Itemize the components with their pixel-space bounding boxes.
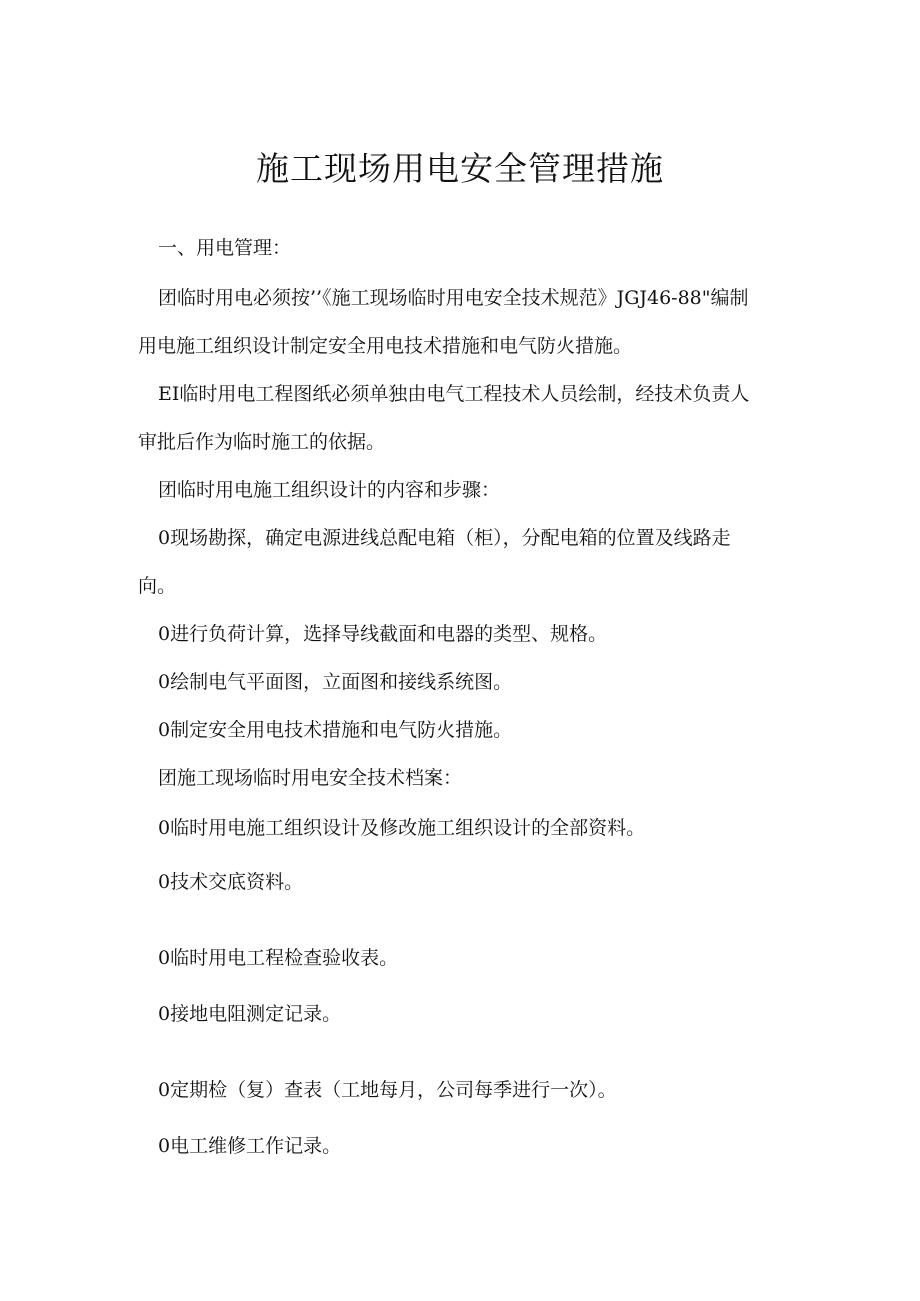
list-item: 0定期检（复）查表（工地每月，公司每季进行一次）。	[158, 1079, 617, 1101]
list-item-continuation: 向。	[138, 575, 177, 597]
list-item: 0接地电阻测定记录。	[158, 1003, 342, 1025]
list-item: 0进行负荷计算，选择导线截面和电器的类型、规格。	[158, 623, 608, 645]
paragraph-line: EI临时用电工程图纸必须单独由电气工程技术人员绘制，经技术负责人	[158, 383, 750, 405]
paragraph-line: 团临时用电必须按’’《施工现场临时用电安全技术规范》JGJ46-88"编制	[158, 287, 749, 309]
paragraph-line: 审批后作为临时施工的依据。	[138, 431, 386, 453]
paragraph-line: 用电施工组织设计制定安全用电技术措施和电气防火措施。	[138, 335, 633, 357]
section-heading-power-management: 一、用电管理：	[158, 237, 292, 259]
paragraph-line: 团施工现场临时用电安全技术档案：	[158, 767, 463, 789]
list-item: 0现场勘探，确定电源进线总配电箱（柜），分配电箱的位置及线路走	[158, 527, 731, 549]
list-item: 0技术交底资料。	[158, 871, 304, 893]
list-item: 0临时用电工程检查验收表。	[158, 947, 399, 969]
list-item: 0电工维修工作记录。	[158, 1135, 342, 1157]
list-item: 0绘制电气平面图，立面图和接线系统图。	[158, 671, 513, 693]
paragraph-line: 团临时用电施工组织设计的内容和步骤：	[158, 479, 501, 501]
list-item: 0制定安全用电技术措施和电气防火措施。	[158, 719, 513, 741]
list-item: 0临时用电施工组织设计及修改施工组织设计的全部资料。	[158, 817, 646, 839]
document-title: 施工现场用电安全管理措施	[256, 149, 664, 188]
